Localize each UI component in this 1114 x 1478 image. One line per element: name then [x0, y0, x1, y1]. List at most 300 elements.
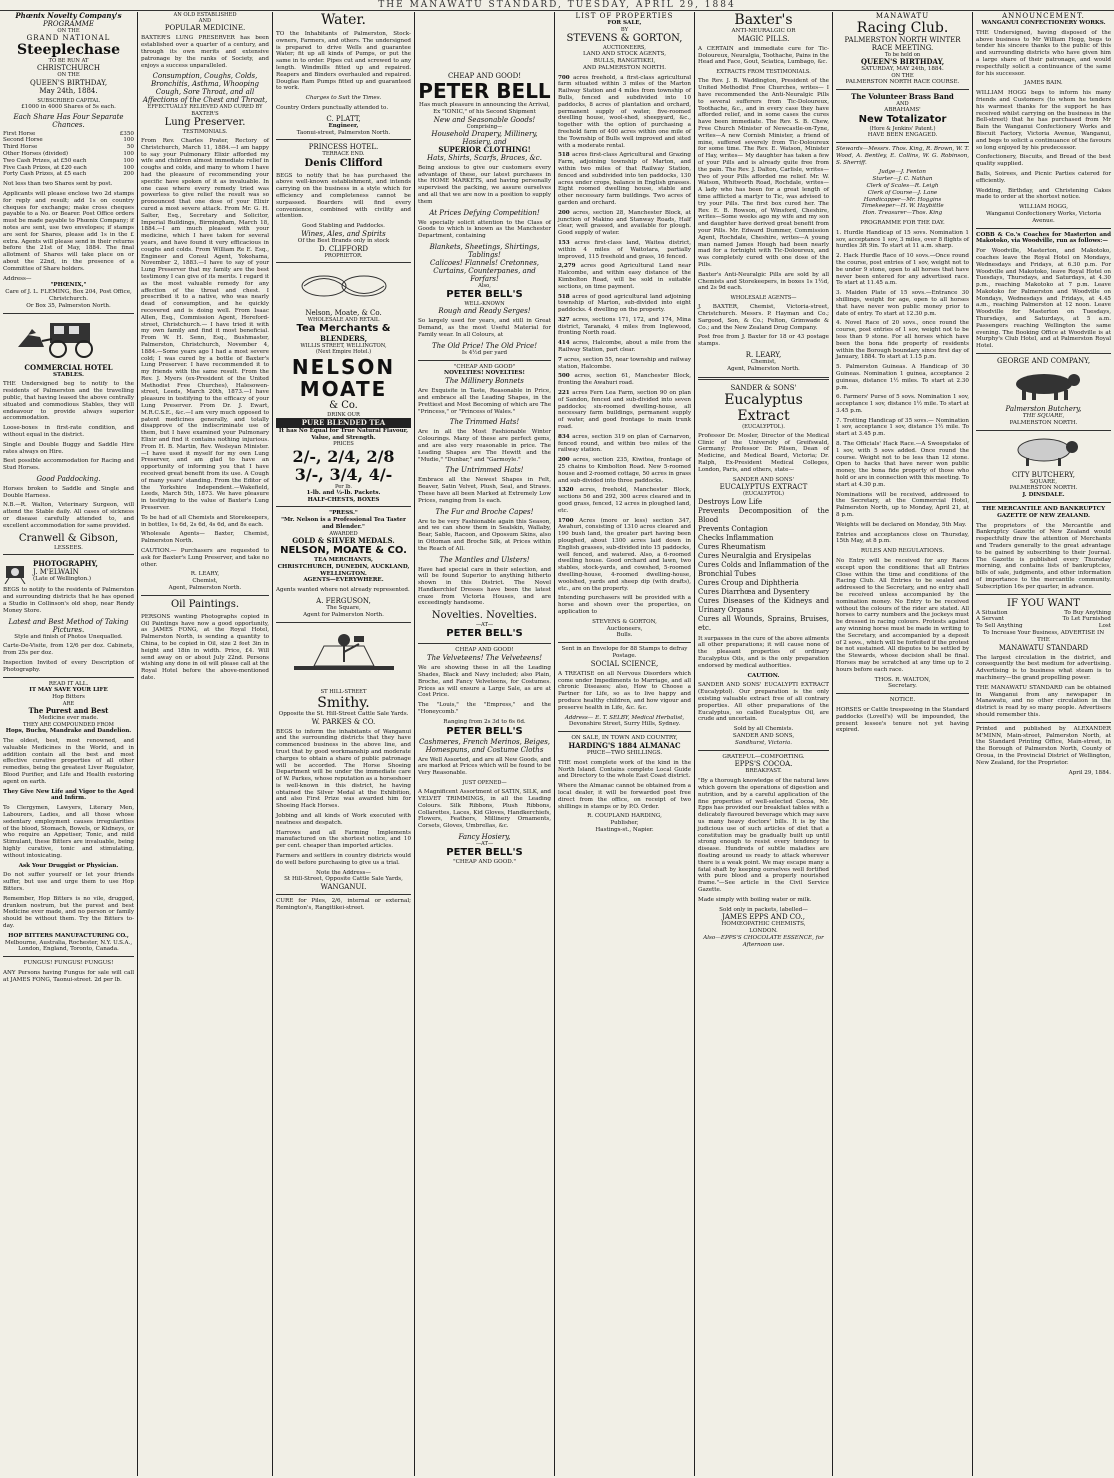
ad-subtitle: FOR SALE,	[607, 20, 642, 26]
ad-text: "Mr. Nelson is a Professional Tea Taster and Blender."	[281, 517, 406, 530]
property-item	[558, 518, 691, 593]
ad-headline: Racing Club.	[856, 20, 949, 36]
ad-text: A Magnificent Assortment of SATIN, SILK, and VELVET TRIMMINGS, in all the Leading Colours. Silk Ribbons, Plush Ribbons, Collarettes, Laces, Kid Gloves, Handkerchiefs, Flowers, Feathers, Millinery Ornaments, Corsets, Gloves, Umbrellas, &c.	[418, 789, 551, 830]
property-acres: 200	[558, 457, 573, 464]
ad-text: Jobbing and all kinds of Work executed with neatness and despatch.	[276, 813, 411, 826]
prize-label: First Horse	[3, 130, 36, 137]
ad-headline: IF YOU WANT	[1007, 597, 1080, 609]
ad-text: Of the Best Brands only in stock	[297, 237, 390, 244]
ad-text: AN OLD ESTABLISHED	[173, 12, 237, 18]
ad-text: Care of J. L. FLEMING, Box 204, Post Office, Christchurch.	[5, 289, 132, 302]
ad-text: (EUCALYPTOL)	[742, 491, 785, 498]
ad-text: Best possible accommodation for Racing and Stud Horses.	[3, 458, 134, 472]
prize-row	[3, 158, 134, 165]
ad-text: (EUCALYPTOL).	[742, 423, 785, 430]
ad-signature: SANDER AND SONS,	[732, 733, 795, 740]
ad-text: The largest circulation in the district, and consequently the best medium for advertising. Advertising is to business what steam is to machinery—the grand propelling power.	[976, 654, 1111, 681]
property-text: acres, section 319 on plan of Carnarvon, fenced round, and within two miles of the railway station.	[558, 433, 692, 454]
ad-text: EFFECTUALLY RELIEVED AND CURED BY BAXTER'S	[147, 104, 263, 117]
imprint-date: April 29, 1884.	[1068, 769, 1111, 776]
ad-text: ON THE	[57, 72, 80, 79]
ad-text: Agent, Palmerston North.	[727, 365, 800, 372]
ad-signature: J. DINSDALE.	[1022, 492, 1065, 499]
ad-signature: C. PLATT,	[326, 114, 361, 123]
prize-row	[3, 165, 134, 172]
ad-signature: Cranwell & Gibson,	[18, 532, 119, 544]
ad-text: CHEAP AND GOOD!	[447, 72, 522, 80]
ad-title: NOTICE.	[889, 697, 916, 704]
ad-text: WHOLESALE AGENTS—	[730, 295, 797, 302]
prize-row	[3, 144, 134, 151]
ad-signature: A. FERGUSON,	[316, 596, 371, 605]
ad-subtitle: PALMERSTON NORTH WINTER RACE MEETING.	[844, 36, 961, 52]
ad-headline: NELSON	[291, 354, 396, 379]
property-acres: 1320	[558, 487, 580, 494]
ad-signature: "PHŒNIX,"	[50, 282, 87, 289]
ad-text: PERSONS wanting Photographs copied in Oil Paintings have now a good opportunity, as JAMES FONG, at the Royal Hotel, Palmerston North, is sending a quantity to China, to be copied in Oil, size 2 feet 3in in height and 18in in width. Price, £4. Will send away on or about July 22nd. Persons wishing any done in oil will please call at the Royal Hotel before the above-mentioned date.	[141, 613, 269, 681]
ad-text: Have had special care in their selection, and will be found Superior to anything hitherto shown in this District. The Novel Handkerchief Dresses have been the latest craze from Victoria Houses, and are exceedingly handsome.	[418, 566, 551, 607]
ad-text: "CHEAP AND GOOD."	[453, 859, 516, 866]
prize-label: Third Horse	[3, 144, 38, 151]
ad-text: St Hill-Street, Opposite Cattle Sale Yards,	[284, 876, 403, 883]
prize-row	[3, 171, 134, 178]
ad-text: AWARDED	[329, 530, 358, 537]
want-right: Lost	[1098, 623, 1111, 630]
ad-subtitle: TESTIMONIALS.	[182, 128, 228, 135]
ad-headline: MANAWATU STANDARD	[998, 643, 1089, 652]
property-item	[558, 340, 691, 354]
want-row	[976, 623, 1111, 630]
ad-text: The Old Price! The Old Price!	[431, 341, 538, 350]
want-row	[976, 616, 1111, 623]
ad-text: AND PALMERSTON NORTH.	[582, 64, 667, 71]
ad-subtitle: QUEEN'S BIRTHDAY,	[29, 78, 108, 87]
property-text: acres Fern Lea Farm, section 90 on plan of Sandon, fenced and sub-divided into seven paddocks; six-roomed dwelling-house, all necessary farm buildings, permanent supply of water, and good frontage to main trunk road.	[558, 390, 692, 431]
ad-text: Balls, Soirees, and Picnic Parties catered for efficiently.	[976, 170, 1111, 184]
ad-text: Intending purchasers will be provided with a horse and shown over the properties, on application to	[558, 595, 691, 615]
ad-subtitle: ANTI-NEURALGIC OR	[731, 28, 796, 34]
ad-text: To be held on	[884, 52, 921, 58]
imprint: Printed and published by ALEXANDER M'MINN, Main-street, Palmerston North, at the Standard Printing Office, Main-street, in the Borough of Palmerston North, County of Oroua, in the Provincial District of Wellington, New Zealand, for the Proprietor.	[976, 725, 1111, 766]
ad-text: READ IT ALL.	[48, 680, 89, 687]
ad-text: Ranging from 2s 3d to 6s 6d.	[443, 718, 526, 725]
ad-text: CAUTION.— Purchasers are requested to ask for Baxter's Lung Preserver, and take no other.	[141, 548, 269, 568]
property-item	[558, 390, 691, 431]
ad-subtitle: & Co.	[329, 399, 358, 411]
ad-signature: R. COUPLAND HARDING,	[587, 813, 662, 820]
ad-text: GRATEFUL—COMFORTING.	[722, 753, 805, 760]
property-acres: 414	[558, 340, 573, 347]
ad-text: Agents wanted where not already represented.	[276, 587, 410, 594]
ad-signature: R. LEARY,	[190, 571, 220, 578]
ad-subtitle: Hop Bitters	[52, 694, 85, 701]
ad-title: EPPS'S COCOA.	[734, 760, 793, 769]
ad-text: "CHEAP AND GOOD"	[453, 363, 516, 370]
ad-text: SANDER AND SONS' EUCALYPTI EXTRACT (Eucalyptol). Our preparation is the only existing valuable extract free of all contrary properties. All other preparations of the Eucalyptus, so called Eucalyptus Oil, are crude and uncertain.	[698, 682, 829, 723]
ad-text: ABRAHAMS'	[884, 107, 921, 114]
race-event: 2. Hack Hurdle Race of 10 sovs.—Once round the course, post entries of 1 sov, weight not to be under 9 stone, open to all horses that have never been entered for any advertised race. To start at 11.45 a.m.	[836, 253, 969, 287]
ad-text: TO BE RUN AT	[48, 58, 89, 65]
use-item: Prevents Decomposition of the Blood	[698, 506, 829, 524]
ad-title: PHOTOGRAPHY,	[33, 559, 98, 569]
ad-text: BAXTER'S LUNG PRESERVER has been established over a quarter of a century, and through its own merits and extensive patronage by the ranks of Society, and enjoys a success unparalleled.	[141, 35, 269, 69]
ad-text: Nominations will be received, addressed to the Secretary, at the Commercial Hotel, Palmerston North, up to Monday, April 21, at 8 p.m.	[836, 491, 969, 519]
ad-text: —AT—	[475, 841, 494, 848]
property-acres: 500	[558, 373, 575, 380]
ad-text: ARE	[62, 701, 75, 708]
ad-text: Clerk of Course—J. Lane	[867, 189, 938, 196]
ad-text: "PRESS."	[329, 510, 358, 517]
ad-text: The Volunteer Brass Band	[851, 92, 954, 101]
ad-subtitle: Fancy Hosiery,	[458, 833, 511, 842]
use-item: Checks Inflammation	[698, 533, 774, 542]
ad-text: LAND AND STOCK AGENTS,	[582, 51, 667, 58]
ad-text: BULLS, RANGITIKEI,	[593, 58, 656, 64]
bull-illustration	[994, 368, 1094, 402]
property-item	[558, 373, 691, 387]
ad-subtitle: The Mantles and Ulsters!	[439, 555, 530, 564]
ad-headline: Oil Paintings.	[170, 598, 240, 610]
ad-text: Applicants will please enclose two 2d stamps for reply and result; add 1s on country cheques for exchange; make cross cheques payable to a No. or Bearer. Post Office orders must be made payable to Phœnix Company; if notes are sent, use two envelopes; if stamps are sent for Shares, please add 1s in the £ extra. Agents will please send in their returns before the 21st of May, 1884. The final allotment of Shares will take place on or about the 22nd, in the presence of a Committee of Share holders.	[3, 190, 134, 272]
event-list	[836, 230, 969, 489]
ad-headline: PETER BELL'S	[446, 847, 523, 859]
ad-subtitle: BLENDERS,	[319, 334, 368, 344]
ad-text: ANY Persons having Fungus for sale will call at JAMES FONG, Taonui-street. 2d per lb.	[3, 969, 134, 983]
ad-text: Post free from J. Baxter for 18 or 43 postage stamps.	[698, 334, 829, 348]
race-event: 1. Hurdle Handicap of 15 sovs. Nomination 1 sov, acceptance 1 sov, 3 miles, over 8 flights of hurdles 3ft 9in. To start at 11 a.m. sharp.	[836, 229, 969, 250]
property-item	[558, 434, 691, 454]
property-acres: 327	[558, 316, 573, 323]
ad-title: COMMERCIAL HOTEL	[24, 362, 113, 372]
column-6	[695, 12, 832, 1476]
property-acres: 700	[558, 74, 574, 81]
ad-text: SANDER AND SONS'	[732, 476, 795, 483]
property-item	[558, 487, 691, 514]
ad-subtitle: BREAKFAST.	[745, 768, 782, 775]
ad-text: Opposite the St. Hill-Street Cattle Sale Yards.	[278, 710, 409, 717]
ad-text: Farmers and settlers in country districts would do well before purchasing to give us a trial.	[276, 853, 411, 866]
ad-signature: WILLIAM HOGG,	[1018, 204, 1069, 211]
ad-subtitle: PROGRAMME FOR THE DAY.	[860, 219, 945, 226]
prize-amount: 200	[123, 171, 134, 178]
property-acres: 221	[558, 390, 573, 397]
ad-text: CHRISTCHURCH, DUNEDIN, AUCKLAND, WELLINGTON.	[277, 563, 410, 577]
property-item	[558, 210, 691, 237]
ad-text: Judge—J. Fenton	[879, 169, 926, 176]
prize-row	[3, 131, 134, 138]
ad-title: POPULAR MEDICINE.	[164, 24, 246, 33]
use-item: Cures Croup and Diphtheria	[698, 578, 799, 587]
property-item	[558, 317, 691, 337]
ad-text: N.B.—R. Walton, Veterinary Surgeon, will attend the Stable daily. All cases of sickness or disease carefully attended to, and excellent accommodation for same provided.	[3, 502, 134, 529]
ad-subtitle: The Millinery Bonnets	[445, 377, 524, 386]
ad-subtitle: QUEEN'S BIRTHDAY,	[860, 57, 945, 67]
ad-text: AUCTIONEERS,	[603, 45, 646, 51]
ad-text: THEY ARE COMPOUNDED FROM	[23, 722, 114, 729]
ad-text: Being anxious to give our customers every advantage of these, our latest purchases in the HOME MARKETS, and having personally supervised the packing, we assure ourselves and all that we are now in a position to supply them	[418, 164, 551, 205]
ad-text: (Next Empire Hotel.)	[315, 349, 372, 356]
ad-text: "By a thorough knowledge of the natural laws which govern the operations of digestion and nutrition, and by a careful application of the fine properties of well-selected Cocoa, Mr. Epps has provided our breakfast tables with a delicately flavoured beverage which may save us many heavy doctors' bills. It is by the judicious use of such articles of diet that a constitution may be gradually built up until strong enough to resist every tendency to disease. Hundreds of subtle maladies are floating around us ready to attack wherever there is a weak point. We may escape many a fatal shaft by keeping ourselves well fortified with pure blood and a properly nourished frame."—See article in the Civil Service Gazette.	[698, 778, 829, 893]
ad-title: GEORGE AND COMPANY,	[996, 357, 1091, 366]
ad-headline: Water.	[320, 12, 367, 28]
ad-text: Are to be very Fashionable again this Season, and we can show them in Sealskin, Wallaby, Bear, Sable, Racoon, and Opossum Skins, also in Ottoman and Broche Silk, at Prices within the Reach of All.	[418, 518, 551, 552]
race-event: 8. The Officials' Hack Race.—A Sweepstake of 1 sov, with 5 sovs added. Once round the course. Weight not to be less than 12 stone. Open to hacks that have never won public money, the bona fide property of those who hold or are in connection with this meeting. To start at 4.30 p.m.	[836, 441, 969, 488]
ad-text: SUPERIOR CLOTHING!	[438, 144, 531, 154]
ad-subtitle: WANGANUI CONFECTIONERY WORKS.	[981, 20, 1106, 26]
ad-text: AGENTS—EVERYWHERE.	[303, 577, 384, 584]
property-acres: 1700	[558, 517, 580, 524]
property-acres: 2,279	[558, 263, 581, 270]
ad-headline: Lung Preserver.	[164, 116, 246, 128]
ad-signature: HOP BITTERS MANUFACTURING CO.,	[8, 932, 129, 939]
ad-title: NOVELTIES! NOVELTIES!	[444, 370, 525, 377]
ad-text: A CERTAIN and immediate cure for Tic-Doloureux, Neuralgia, Toothache, Pains in the Head and Face, Gout, Sciatica, Lumbago, &c.	[698, 45, 829, 66]
property-acres: 153	[558, 239, 575, 246]
ad-text: 1-lb. and ½-lb. Packets.	[306, 489, 381, 496]
ad-headline: Baxter's	[734, 12, 793, 28]
ad-text: Melbourne, Australia, Rochester, N.Y. U.S.A., London, England, Toronto, Canada.	[4, 939, 133, 953]
ad-text: PRICE—TWO SHILLINGS.	[586, 749, 663, 756]
ad-text: Has much pleasure in announcing the Arrival, Ex "IONIC," of his Second Shipment	[419, 102, 550, 115]
ad-text: Also—EPPS'S CHOCOLATE ESSENCE, for Afternoon use.	[703, 934, 824, 948]
ad-text: Stewards—Messrs. Thos. King, R. Brown, W. T. Wood, A. Bentley, E. Collins, W. G. Robinson, S. Sherriff.	[836, 146, 969, 166]
ad-text: Wanganui Confectionery Works, Victoria Avenue.	[985, 210, 1102, 224]
ad-headline: Steeplechase	[17, 42, 120, 59]
prize-amount: 100	[123, 151, 134, 157]
ad-text: So largely used for years, and still in Great Demand, as the most Useful Material for Family wear. In all Colours, at	[418, 318, 551, 338]
ad-text: It has No Equal for True Natural Flavour, Value, and Strength.	[278, 427, 409, 441]
ad-text: Where the Almanac cannot be obtained from a local dealer, it will be forwarded post free direct from the office, on receipt of two shillings in stamps or by P.O. Order.	[558, 783, 691, 810]
ad-text: Consumption, Coughs, Colds, Bronchitis, Asthma, Whooping Cough, Sore Throat, and all Affections of the Chest and Throat,	[142, 72, 268, 105]
property-acres: 7	[558, 356, 564, 363]
ad-text: Or Box 35, Palmerston North.	[26, 302, 111, 309]
ad-text: Good Stabling and Paddocks.	[302, 223, 385, 230]
ad-text: Taonui-street, Palmerston North.	[296, 129, 391, 136]
ad-title: SOCIAL SCIENCE,	[590, 659, 659, 668]
ad-signature: THOS. R. WALTON,	[874, 676, 931, 683]
ad-text: Note the Address—	[315, 869, 372, 876]
ad-text: PROPRIETOR.	[324, 252, 363, 259]
price-line: 3/-, 3/4, 4/-	[294, 464, 393, 484]
tea-leaf-illustration	[284, 266, 404, 306]
ad-text: ON THE	[57, 28, 80, 34]
use-item: Cures all Wounds, Sprains, Bruises, etc.	[698, 614, 829, 632]
ad-title: PRINCESS HOTEL.	[308, 143, 379, 152]
prize-label: Second Horse	[3, 137, 43, 144]
ad-text: Harrows and all Farming Implements manufactured on the shortest notice, and 10 per cent. cheaper than imported articles.	[276, 829, 411, 850]
ad-text: Inspection Invited of every Description of Photography.	[3, 660, 134, 673]
ad-text: Sold by all Chemists.	[733, 726, 794, 733]
ad-text: Agent, Palmerston North.	[168, 585, 242, 591]
use-item: Cures Diseases of the Kidneys and Urinary Organs	[698, 596, 829, 614]
ad-text: Sold only in packets, labelled—	[719, 906, 808, 913]
ad-title: FUNGUS! FUNGUS! FUNGUS!	[23, 960, 114, 967]
ad-text: No Entry will be received for any Races except upon the conditions: that all Entries Close within the time and conditions of the Racing Club. All Entries to be sealed and addressed to the Secretary, and no entry shall be received unless accompanied by the nomination money. No Entry to be received without the colours of the rider are stated. All horses to carry numbers and the jockeys must be dressed in racing colours. Protests against any winning horse must be made in writing to the Secretary, and accompanied by a deposit of 2 sovs., which will be forfeited if the protest be not sustained. All disputes to be settled by the Stewards, whose decision shall be final. Horses may be scratched at any time up to 2 hours before each race.	[836, 558, 969, 673]
ad-text: Comprising—	[466, 123, 503, 130]
property-text: acres, section 235, Kiwitea, frontage of 25 chains to Kimbolton Road. New 5-roomed house and 2-roomed cottage, 50 acres in grass and sub-divided into three paddocks.	[558, 457, 691, 484]
ad-text: ST HILL-STREET	[320, 688, 367, 695]
ad-text: PRICES	[333, 441, 354, 448]
ad-title: MANAWATU	[875, 12, 930, 20]
ad-text: HOMŒOPATHIC CHEMISTS,	[721, 921, 806, 928]
ad-text: PALMERSTON NORTH.	[1009, 485, 1078, 492]
ad-text: Ask Your Druggist or Physician.	[18, 862, 119, 869]
ad-text: AND	[198, 18, 212, 25]
ad-text: It surpasses in the cure of the above ailments all other preparations; it will cause none of the pleasant properties of ordinary Eucalyptus Oils, and is the only preparation endorsed by medical authorities.	[698, 635, 829, 669]
ad-text: Medicine ever made.	[38, 715, 99, 722]
use-item: Prevents Contagion	[698, 524, 768, 533]
use-item: Cures Rheumatism	[698, 542, 766, 551]
property-item	[558, 152, 691, 206]
ad-text: HALF-CHESTS, BOXES	[307, 496, 380, 503]
want-left: A Situation	[976, 609, 1008, 616]
ad-text: Weights will be declared on Monday, 5th May.	[836, 521, 967, 528]
ad-text: Agent for Palmerston North.	[303, 611, 384, 618]
race-event: 4. Novel Race of 20 sovs., once round the course, post entries of 1 sov, weight not to be less than 9 stone. For all horses which have been the bona fide property of residents within the Borough boundary since first day of January, 1884. To start at 1.15 p.m.	[836, 320, 969, 361]
ad-text: Single and Double Buggy and Saddle Hire rates always on Hire.	[3, 441, 134, 455]
ad-text: Remember, Hop Bitters is no vile, drugged, drunken nostrum, but the purest and best Medicine ever made, and no person or family should be without them. Try the Bitters to-day.	[3, 895, 134, 929]
ad-text: From Rev. Charles Prater, Rectory of Christchurch, March 11, 1884.—I am happy to say your Pulmonary Elixir afforded my wife and children almost immediate relief in coughs and colds, and many to whom I have had the pleasure of recommending your specific have spoken of it as invaluable. In one case where every remedy tried was powerless to give relief the result was so pronounced that one dose of your Elixir cured a most severe attack. From Mr. G. H. Salter, Esq., Secretary and Solicitor, Imperial Buildings, Birmingham, March 18, 1884.—I am much pleased with your medicine, which I have taken for several years, and have found it very efficacious in coughs and colds. From William Re E. Esq., Engineer and Consul Agent, Yokohama, November 2, 1883.—I have to say of your Lung Preserver that my family are the best testimony I can give of its merits. I regard it as the most valuable remedy for any affection of the throat and chest. I prescribed it to a native, who was nearly dead of consumption, and he quickly recovered and is doing well. From Isaac Allen, Esq., Commission Agent, Hereford-street, Christchurch.— I have tried it with my own family and find it most beneficial. From W. H. Senn, Esq., Bushmaster, Palmerston, Christchurch, November 4, 1884.—Some years ago I had a most severe cold; I was cured by a bottle of Baxter's Lung Preserver. I have recommended it to my friends with the same result. From the Rev. J. Myers (ex-President of the United Methodist Free Churches), Halesowen-street, Leeds, March 20th, 1873.—I have pleasure in testifying to the efficacy of your Lung Preserver. From Dr. J. Ewart, M.R.C.S.E., &c.—I am very much opposed to patent medicines generally, and totally disapprove of the indiscriminate use of them, but I have examined your Pulmonary Elixir and find it contains nothing injurious. From H. B. Martin, Rev. Wesleyan Minister.—I have used it myself for my own Lung Preserver, and am glad to have an opportunity of informing you that I have received great benefit from its use. A Cough of many years' standing. From the Editor of the Yorkshire Independent.—Wakefield, Leeds, March 5th, 1873. We have pleasure in testifying to the value of Baxter's Lung Preserver.	[141, 138, 269, 512]
prize-amount: 100	[123, 137, 134, 144]
race-event: 6. Farmers' Purse of 5 sovs. Nomination 1 sov, acceptance 1 sov, distance 1½ mile. To start at 3.45 p.m.	[836, 394, 969, 414]
ad-text: The Rev. J. B. Waddington, President of the United Methodist Free Churches, writes— I have recommended the Anti-Neuralgic Pills to several sufferers from Tic-Doloureux, Toothache, &c., and in every case they have afforded relief, and in some cases the cures have been immediate. The Rev. S. B. Chew, Free Church Minister of Newcastle-on-Tyne, writes—A new Cornish Minister, a friend of mine, suffered severely from Tic-Doloureux for some time. The Rev. E. Watson, Minister of Hay, writes— My daughter has taken a few of your Pills and is already quite free from the pain. The Rev. J. Dalton, Carlisle, writes—Two of your Pills afforded me relief. Mr. W. Watson, Whitworth Road, Rochdale, writes—A lady who has been for a great length of time afflicted a martyr to Tic, was advised to try your Pills. The first box cured her. The Rev. E. B. Rowson, of Winsford, Cheshire, writes—Some weeks ago my wife and my son and daughter have derived great benefit from your Pills. Mr. Edward Dummer, Commission Agent, Rochdale, Cheshire, writes—A young man named James Hough had been nearly mad for a fortnight with Tic-Doloureux, and was completely cured with one dose of the Pills.	[698, 78, 829, 268]
column-8	[973, 12, 1114, 1476]
ad-text: Chemist,	[192, 578, 218, 585]
ad-subtitle: CHRISTCHURCH	[36, 64, 101, 73]
ad-text: LESSEES.	[54, 544, 83, 551]
ad-text: THE SQUARE,	[1022, 413, 1065, 420]
ad-subtitle: Cashmeres, French Merinos, Beiges, Homespuns, and Costume Cloths	[418, 737, 551, 754]
use-item: Destroys Low Life	[698, 497, 763, 506]
column-4	[415, 12, 554, 1476]
race-event: 5. Palmerston Guineas. A Handicap of 30 Guineas. Nomination 1 guinea, acceptance 2 guineas, distance 1½ miles. To start at 2.30 p.m.	[836, 364, 969, 391]
use-item: Cures Diarrhœa and Dysentery	[698, 587, 810, 596]
ad-text: THE most complete work of the kind in the North Island. Contains complete Local Guide and Directory to the whole East Coast district.	[558, 759, 691, 780]
ad-title: IT MAY SAVE YOUR LIFE	[29, 687, 108, 694]
ad-subtitle: The Fur and Broche Capes!	[435, 507, 534, 516]
sheep-illustration	[994, 434, 1094, 468]
ad-text: BEGS to inform the inhabitants of Wanganui and the surrounding districts that they have commenced business in the above line, and trust that by good workmanship and moderate charges to obtain a share of public patronage will be accorded. The Horse Shoeing Department will be under the immediate care of W. Parkes, whose reputation as a horseshoer is well-known in this district, he having obtained the Silver Medal at the Exhibition, and also First Prize was awarded him for Shoeing Hack Horses.	[276, 728, 411, 810]
ad-text: DRINK OUR	[327, 411, 360, 418]
use-item: Cures Colds and Inflammation of the Bronchial Tubes	[698, 560, 829, 578]
ad-date: May 24th, 1884.	[39, 86, 98, 95]
ad-text: Chemist,	[750, 359, 777, 366]
ad-text: Hastings-st., Napier.	[595, 826, 654, 833]
ad-banner: PURE BLENDED TEA	[276, 418, 411, 428]
ad-text: We are showing these in all the Leading Shades, Black and Navy included; also Plain, Broche, and Fancy Velveteens, for Costumes. Prices as will ensure a Large Sale, as are at Cost Price.	[418, 665, 551, 699]
ad-text: HORSES or Cattle trespassing in the Standard paddocks (Lovell's) will be impounded, the present lessee's tenure not yet having expired.	[836, 706, 969, 734]
ad-title: Phœnix Novelty Company's	[15, 12, 122, 20]
ad-text: Blankets, Sheetings, Shirtings, Tablings!	[429, 242, 540, 259]
column-1	[0, 12, 137, 1476]
property-text: Acres (more or less) section 347, Awahuri, consisting of 1310 acres cleared and 190 bush land, the greater part having been ploughed, about 1300 acres laid down in English grasses, sub-divided into 15 paddocks, well fenced, and watered. Also, a 6-roomed dwelling house. Good orchard and lawn, two stables, stock-yards, and cowshed, 5-roomed dwelling-house, 4-roomed dwelling-house, woolshed, yards and sheep dip (with drafts), etc., are on the property.	[558, 517, 691, 592]
uses-list	[698, 498, 829, 633]
prize-amount: 50	[126, 144, 134, 151]
ad-text: At Prices Defying Competition!	[429, 208, 540, 217]
ad-text: THE Undersigned beg to notify to the residents of Palmerston and the travelling public, that having leased the above centrally situated and commodious Stables, they will endeavour to provide always superior accommodation.	[3, 381, 134, 422]
ad-text: Entries and acceptances close on Thursday, 15th May, at 8 p.m.	[836, 531, 969, 545]
ad-text: Timekeeper—H. W. Haybittle	[861, 203, 944, 210]
ad-text: Devonshire Street, Surry Hills, Sydney.	[568, 721, 681, 728]
ad-subtitle: The Velveteens! The Velveteens!	[426, 654, 543, 663]
ad-text: Made simply with boiling water or milk.	[698, 896, 812, 903]
ad-text: HAVE BEEN ENGAGED.	[867, 132, 938, 139]
ad-headline: Novelties. Novelties.	[431, 610, 538, 622]
ad-subtitle: STABLES.	[53, 371, 84, 378]
ad-title: ANNOUNCEMENT.	[1002, 12, 1085, 20]
column-5	[555, 12, 694, 1476]
column-2	[138, 12, 272, 1476]
ad-text: Address—	[3, 275, 32, 282]
ad-signature: W. PARKES & CO.	[311, 717, 376, 726]
property-text: acres, Halcombe, about a mile from the Railway Station, part clear.	[558, 340, 691, 354]
ad-subtitle: The Untrimmed Hats!	[445, 466, 524, 475]
ad-title: Nelson, Moate, & Co.	[305, 308, 382, 317]
ad-signature: J. M'ELWAIN	[33, 568, 79, 577]
prize-amount: £350	[119, 130, 134, 137]
ad-text: Latest and Best Method of Taking Pictures.	[8, 617, 129, 634]
want-right: To Buy Anything	[1064, 609, 1111, 616]
property-text: acres of good agricultural land adjoining township of Marton, sub-divided into eight paddocks. 4 dwelling on the property.	[558, 293, 692, 314]
smithy-illustration	[284, 626, 404, 686]
ad-headline: Palmerston Butchery,	[1005, 405, 1082, 414]
ad-subtitle: PROGRAMME	[42, 20, 95, 28]
ad-text: The proprietors of the Mercantile and Bankruptcy Gazette of New Zealand would respectfully draw the attention of Merchants and Traders generally to the great advantage to be gained by subscribing to their Journal. The Gazette is published every Thursday morning, and contains lists of bankruptcies, bills of sale, judgments, and other information of importance to the mercantile community. Subscription 16s per quarter, in advance.	[976, 522, 1111, 590]
ad-text: CHEAP AND GOOD!	[455, 647, 514, 654]
ad-text: Engineer,	[328, 122, 359, 129]
ad-text: Starter—J. C. Nathan	[872, 176, 933, 183]
ad-text: Baxter's Anti-Neuralgic Pills are sold by all Chemists and Storekeepers, in boxes 1s 1½d, and 2s 9d each.	[698, 271, 829, 292]
ad-subtitle: MAGIC PILLS.	[737, 34, 790, 43]
ad-text: ON THE	[891, 73, 914, 79]
ad-text: Address— E. T. SELBY, Medical Herbalist,	[564, 714, 685, 721]
ad-text: To Increase Your Business, ADVERTISE IN THE	[982, 630, 1105, 643]
ad-headline: STEVENS & GORTON,	[566, 33, 683, 44]
ad-text: Loose-boxes in first-rate condition, and without equal in the district.	[3, 425, 134, 438]
ad-text: Wedding, Birthday, and Christening Cakes made to order at the shortest notice.	[976, 187, 1111, 201]
prize-label: Other Horses (divided)	[3, 151, 69, 157]
ad-text: GOLD & SILVER MEDALS.	[292, 535, 395, 545]
ad-text: Is 4½d per yard	[461, 349, 508, 356]
property-acres: 518	[558, 293, 573, 300]
ad-text: SQUARE,	[1029, 478, 1058, 485]
ad-headline: PETER BELL'S	[446, 725, 523, 737]
property-item	[558, 75, 691, 150]
ad-headline: Eucalyptus Extract	[724, 391, 803, 424]
ad-subtitle: The Purest and Best	[28, 706, 109, 716]
ad-headline: Denis Clifford	[304, 157, 383, 169]
ad-text: TEA MERCHANTS,	[314, 556, 373, 563]
ad-headline: Smithy.	[317, 694, 370, 711]
ad-title: THE MERCANTILE AND BANKRUPTCY GAZETTE OF NEW ZEALAND.	[981, 506, 1106, 519]
ad-text: ON SALE, IN TOWN AND COUNTRY,	[571, 735, 678, 742]
use-item: Cures Neuralgia and Erysipelas	[698, 551, 812, 560]
ad-text: JUST OPENED—	[462, 780, 507, 787]
ad-text: WILLIAM HOGG begs to inform his many friends and Customers (to whom he tenders his warmest thanks for the support he has received whilst carrying on the business in the Bell-street) that he has purchased from Mr Bain the Wanganui Confectionery Works and Biscuit Factory, Victoria Avenue, Wanganui, and begs to solicit a continuance of the favours so long enjoyed by his predecessor.	[976, 90, 1111, 151]
ad-text: The Square,	[326, 604, 361, 611]
ad-text: Professor Dr. Mosler, Director of the Medical Clinic of the University of Greifswald, Germany; Professor Dr. Pilsen, Dean of Medicine, and Medical Board, Victoria; Dr. Ralph, Ex-President Medical Colleges, London, Paris, and others, state—	[698, 432, 829, 473]
want-right: To Let Furnished	[1062, 616, 1111, 623]
ad-headline: PETER BELL'S	[446, 628, 523, 640]
prize-row	[3, 151, 134, 158]
ad-text: The "Louis," the "Empress," and the "Honeycomb."	[418, 702, 551, 716]
ad-subtitle: The Trimmed Hats!	[449, 418, 520, 427]
ad-text: (Late of Wellington.)	[33, 576, 92, 583]
ad-subtitle: CAUTION.	[747, 672, 780, 679]
property-item	[558, 240, 691, 260]
ad-date: SATURDAY, MAY 24th, 1884.	[861, 66, 944, 73]
ad-signature: JAMES BAIN.	[1024, 80, 1063, 87]
